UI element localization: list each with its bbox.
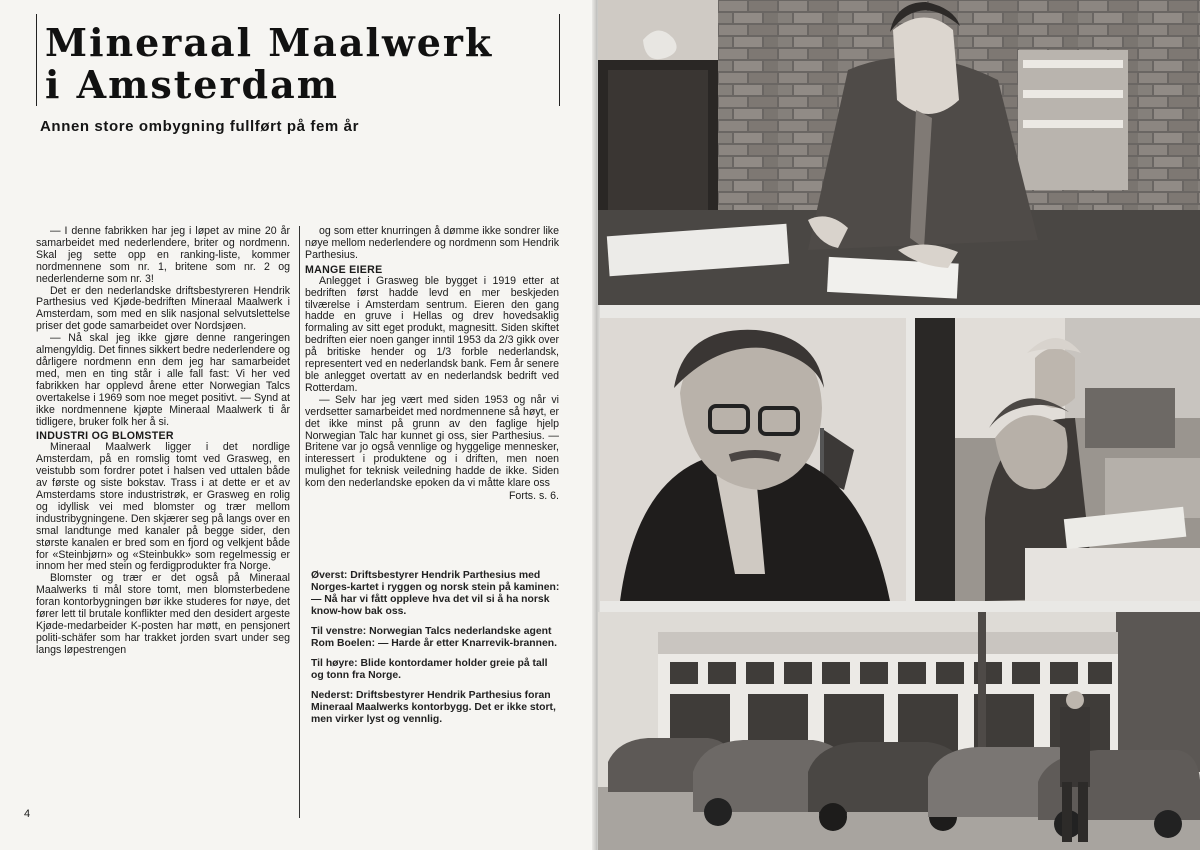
section-heading: INDUSTRI OG BLOMSTER: [36, 430, 174, 443]
text-column-1: [36, 226, 300, 818]
caption-left: Til venstre: Norwegian Talcs nederlandske agent Rom Boelen: — Harde år etter Knarrevik-brannen.: [311, 626, 557, 649]
caption-right: Til høyre: Blide kontordamer holder greie på tall og tonn fra Norge.: [311, 658, 548, 681]
article-title: [37, 14, 559, 106]
paragraph: — I denne fabrikken har jeg i løpet av mine 20 år samarbeidet med nederlendere, briter og nordmenn. Skal jeg sette opp en ranking-liste, kommer nordmennene som nr. 1, britene som nr. 2 og nederlenderne som nr. 3!: [36, 225, 290, 285]
paragraph: Det er den nederlandske driftsbestyreren Hendrik Parthesius ved Kjøde-bedriften Mineraal Maalwerk i Amsterdam, som med en slik nasjonal selvutslettelse priser det gode samarbeidet over Nordsjøen.: [36, 284, 290, 333]
paragraph: Anlegget i Grasweg ble bygget i 1919 etter at bedriften først hadde levd en mer beskjeden tilværelse i Amsterdam sentrum. Eieren den gang hadde en gruve i Hellas og drev hovedsaklig formaling av sitt eget produkt, magnesitt. Siden skiftet bedriften eier noen ganger inntil 1953 da 2/3 gikk over på britiske hender og 1/3 forble nederlandsk, representert ved en nederlandsk bank. Fem år senere ble anlegget overtatt av en nederlandsk bedrift ved Rotterdam.: [305, 274, 559, 394]
paragraph: Mineraal Maalwerk ligger i det nordlige Amsterdam, på en romslig tomt ved Grasweg, en veistubb som fordrer potet i halsen ved uttalen både av første og siste bokstav. Trass i at dette er et av Amsterdams store industristrøk, er Grasweg en rolig og idyllisk vei med blomster og trær mellom industribygningene. Den skjærer seg på langs over en smal landtunge med kanaler på begge sider, den største kanalen er bred som en fjord og velkjent både for «Steinbjørn» og «Steinbukk» som regelmessig er innom her med stein og ferdigprodukter fra Norge.: [36, 441, 290, 573]
page-number: 4: [24, 808, 31, 820]
section-heading: MANGE EIERE: [305, 263, 383, 276]
paragraph: Blomster og trær er det også på Mineraal Maalwerks ti mål store tomt, men blomsterbedene foran kontorbygningen bør ikke studeres for nøye, det fører lett til brutale konflikter med den desidert argeste Kjøde-medarbeider K-posten har møtt, en pensjonert politi-schäfer som har trakket jorden svart under seg langs løpestrengen: [36, 572, 290, 656]
photo-office-building: [598, 612, 1200, 850]
title-line-2: i Amsterdam: [45, 62, 339, 107]
paragraph: — Selv har jeg vært med siden 1953 og når vi verdsetter samarbeidet med nordmennene så høyt, er det ikke minst på grunn av den faglige hjelp Norwegian Talc har kunnet gi oss, sier Parthesius. — Britene var jo også vennlige og hyggelige mennesker, interessert i produktene og i driften, men noen mulighet for teknisk veiledning hadde de ikke. Siden kom den nederlandske epoken da vi måtte klare oss: [305, 393, 559, 490]
left-page: [0, 0, 596, 850]
title-line-1: Mineraal Maalwerk: [45, 20, 494, 65]
article-subtitle: Annen store ombygning fullført på fem år: [40, 118, 360, 135]
photo-man-at-desk: [598, 0, 1200, 305]
text-column-2: [305, 226, 559, 503]
caption-top: Øverst: Driftsbestyrer Hendrik Parthesius med Norges-kartet i ryggen og norsk stein på kaminen: — Nå har vi fått oppleve hva det vil si å ha norsk know-how bak oss.: [311, 570, 560, 617]
photo-man-with-glasses: [600, 318, 906, 601]
title-frame: [36, 14, 560, 106]
photo-captions: [311, 570, 561, 734]
paragraph: — Nå skal jeg ikke gjøre denne rangeringen almengyldig. Det finnes sikkert bedre nederlendere og dårligere nordmenn enn dem jeg har samarbeidet med, men en ting står i alle fall fast: Vi her ved fabrikken har opplevd årene etter Norwegian Talcs overtakelse i 1969 som noe meget positivt. — Synd at ikke nordmennene kjøpte Mineraal Maalwerk ti år tidligere, bruker folk her å si.: [36, 332, 290, 428]
paragraph: og som etter knurringen å dømme ikke sondrer like nøye mellom nederlendere og nordmenn som Hendrik Parthesius.: [305, 225, 559, 261]
caption-bottom: Nederst: Driftsbestyrer Hendrik Parthesius foran Mineraal Maalwerks kontorbygg. Det er ikke stort, men virker lyst og vennlig.: [311, 690, 556, 725]
photo-office-women: [915, 318, 1200, 601]
continued-note: Forts. s. 6.: [508, 490, 559, 503]
